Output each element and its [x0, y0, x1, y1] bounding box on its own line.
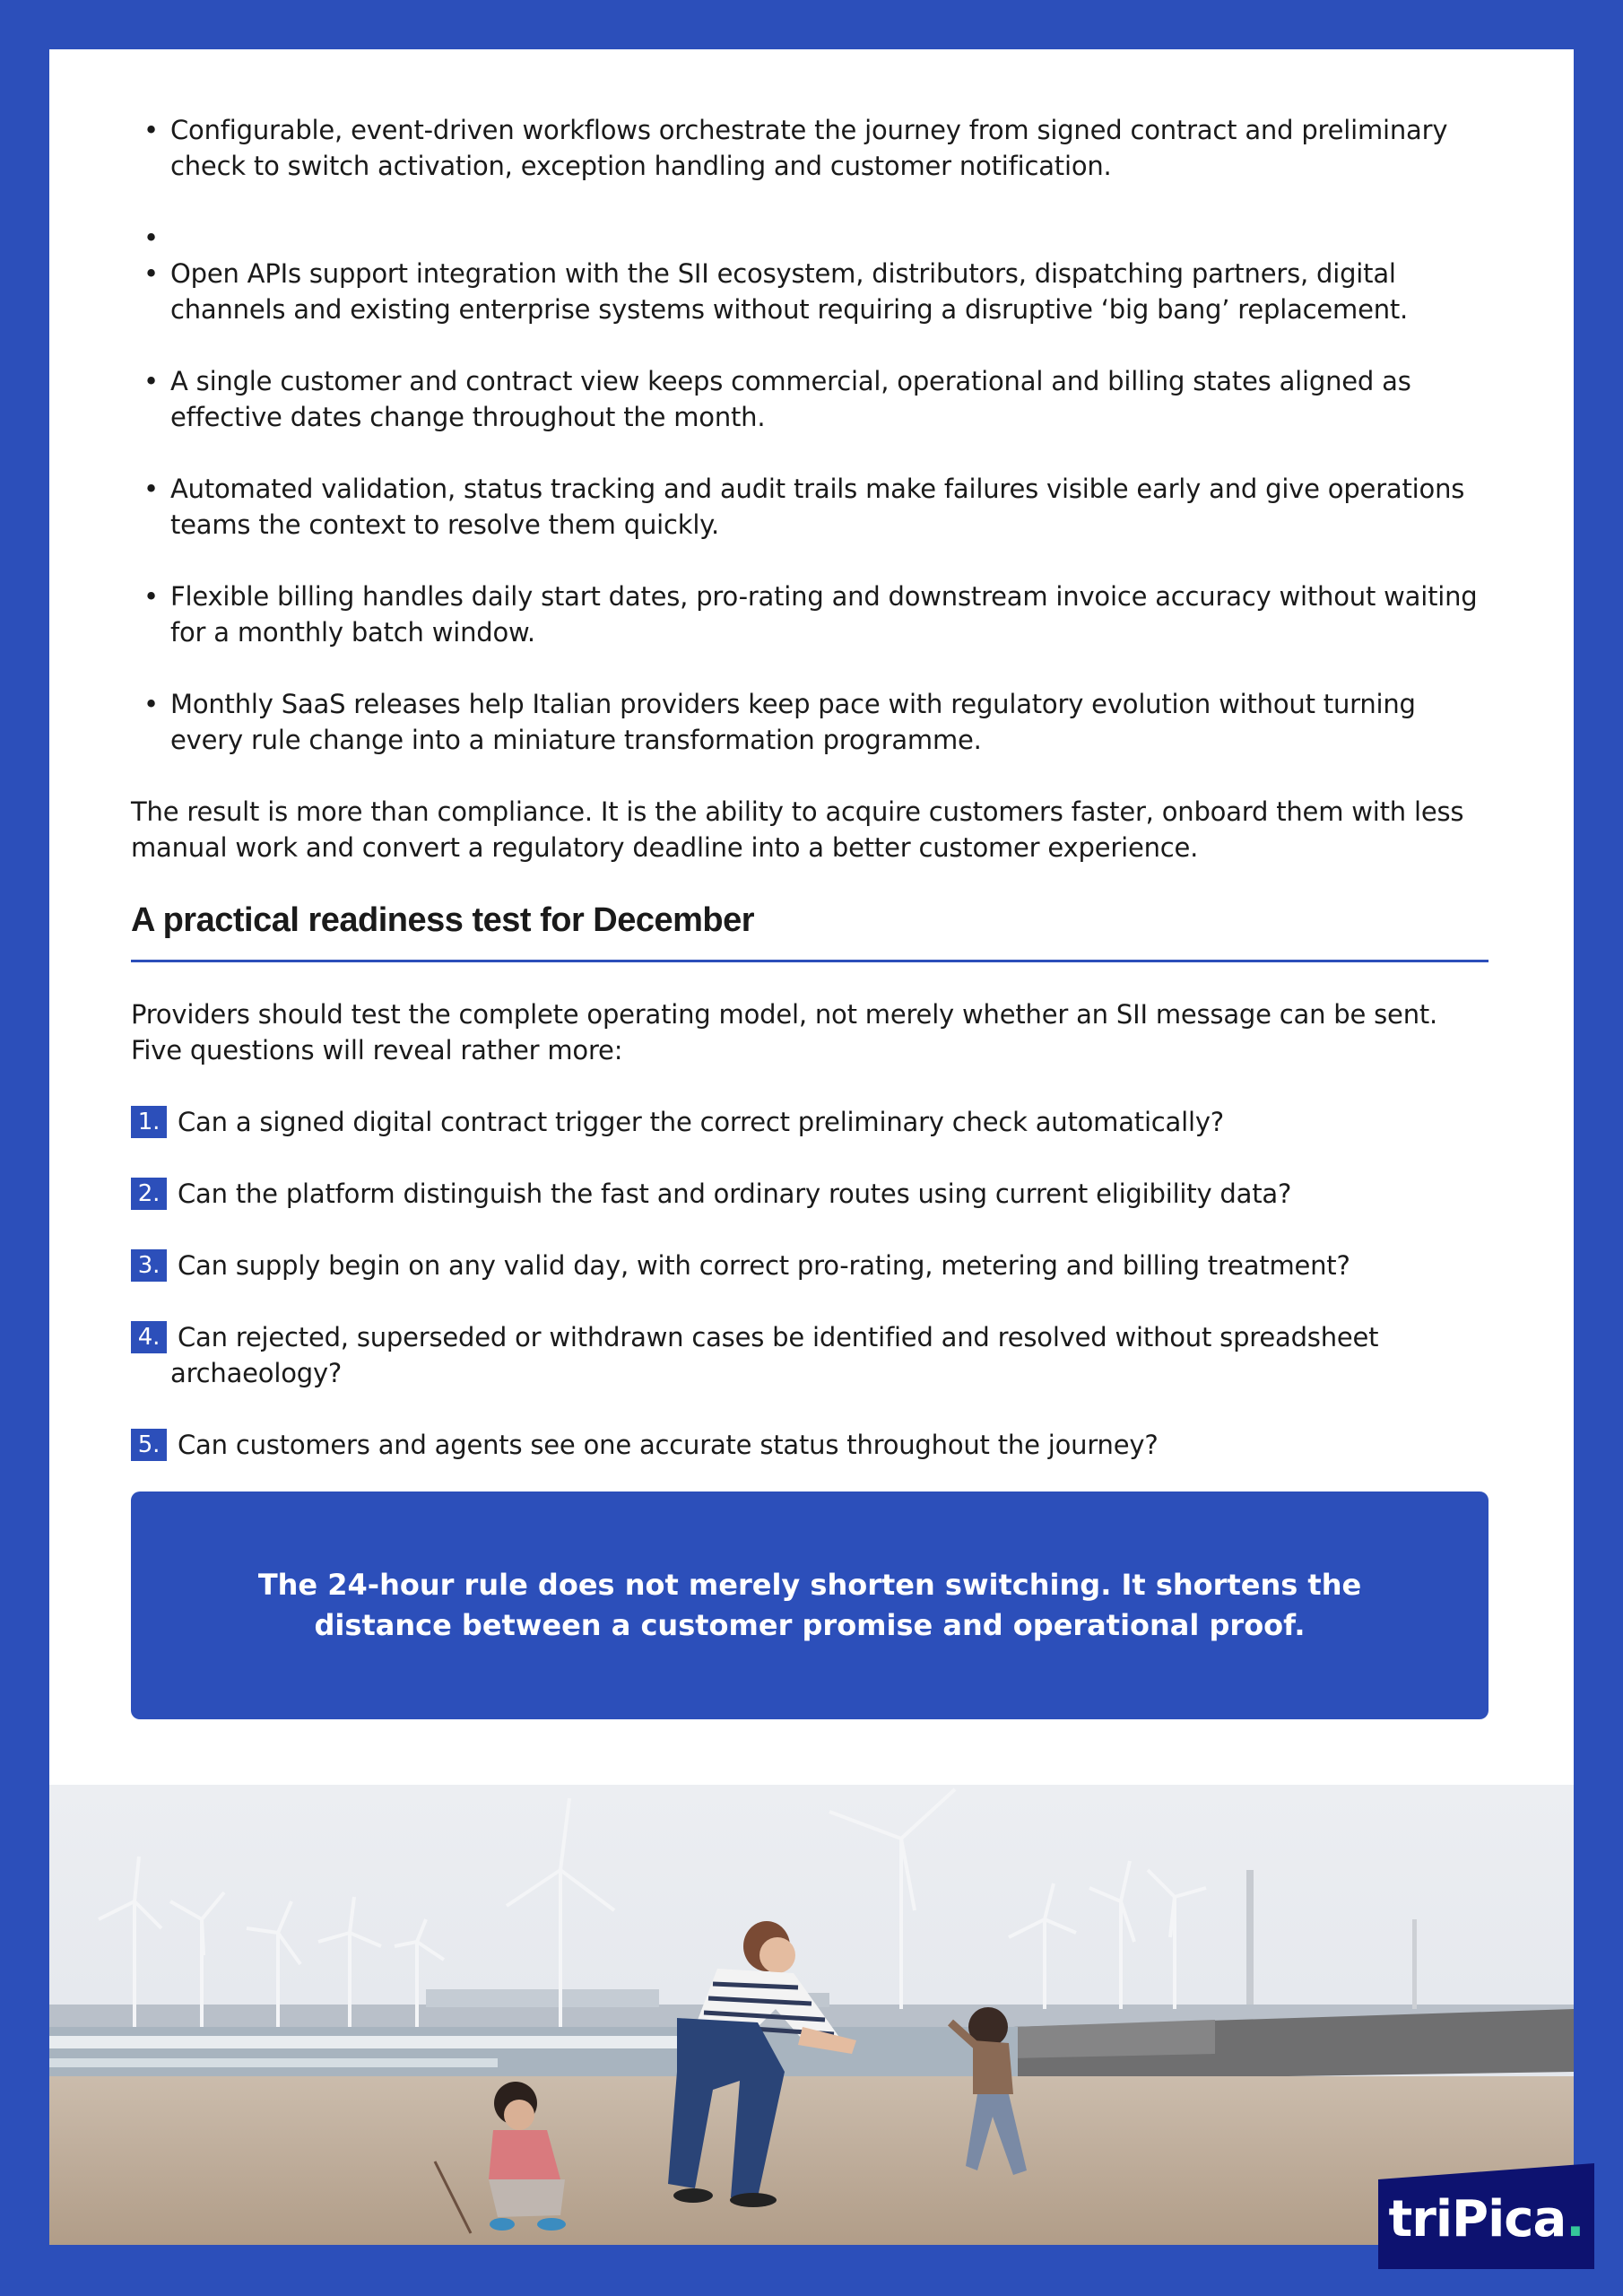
bullet-item: • Monthly SaaS releases help Italian providers keep pace with regulatory evolution without turning every rule change into a miniature transformation programme.	[131, 686, 1488, 758]
bullet-item: • A single customer and contract view keeps commercial, operational and billing states aligned as effective dates change throughout the month.	[131, 363, 1488, 435]
bullet-marker: •	[143, 474, 159, 504]
bullet-item: • Open APIs support integration with the SII ecosystem, distributors, dispatching partners, digital channels and existing enterprise systems without requiring a disruptive ‘big bang’ replacement.	[131, 256, 1488, 327]
document-page	[49, 49, 1574, 1785]
question-item	[131, 1248, 1488, 1283]
bullet-marker: •	[143, 366, 159, 396]
feature-bullet-list	[131, 112, 1488, 758]
callout-text: The 24-hour rule does not merely shorten switching. It shortens the distance between a customer promise and operational proof.	[257, 1568, 1362, 1642]
bullet-marker: •	[143, 222, 159, 253]
bullet-marker: •	[143, 689, 159, 719]
question-text: Can rejected, superseded or withdrawn cases be identified and resolved without spreadsheet archaeology?	[170, 1322, 1379, 1388]
tripica-logo	[1376, 2163, 1596, 2269]
bullet-item: • Flexible billing handles daily start dates, pro-rating and downstream invoice accuracy without waiting for a monthly batch window.	[131, 578, 1488, 650]
bullet-item: • Automated validation, status tracking and audit trails make failures visible early and give operations teams the context to resolve them quickly.	[131, 471, 1488, 543]
question-item	[131, 1104, 1488, 1140]
section-heading: A practical readiness test for December	[131, 901, 1488, 962]
question-item	[131, 1176, 1488, 1212]
bullet-marker: •	[143, 581, 159, 612]
bullet-item-empty	[131, 220, 1488, 256]
callout-box	[131, 1492, 1488, 1719]
question-item	[131, 1319, 1488, 1391]
question-text: Can customers and agents see one accurate status throughout the journey?	[178, 1430, 1159, 1460]
beach-wind-turbines-photo	[49, 1785, 1574, 2245]
question-number-badge: 1.	[131, 1106, 167, 1138]
question-number-badge: 5.	[131, 1429, 167, 1461]
bullet-marker: •	[143, 258, 159, 289]
bullet-marker: •	[143, 115, 159, 145]
question-number-badge: 2.	[131, 1178, 167, 1210]
readiness-question-list	[131, 1104, 1488, 1463]
question-text: Can a signed digital contract trigger the correct preliminary check automatically?	[178, 1107, 1224, 1137]
intro-paragraph: Providers should test the complete operating model, not merely whether an SII message can be sent. Five questions will reveal rather more:	[131, 999, 1438, 1065]
question-text: Can supply begin on any valid day, with correct pro-rating, metering and billing treatment?	[178, 1250, 1350, 1281]
bullet-item: • Configurable, event-driven workflows orchestrate the journey from signed contract and preliminary check to switch activation, exception handling and customer notification.	[131, 112, 1488, 184]
result-paragraph: The result is more than compliance. It is the ability to acquire customers faster, onboard them with less manual work and convert a regulatory deadline into a better customer experience.	[131, 796, 1464, 863]
question-text: Can the platform distinguish the fast and ordinary routes using current eligibility data?	[178, 1178, 1292, 1209]
question-number-badge: 4.	[131, 1321, 167, 1353]
logo-wordmark: triPica .	[1388, 2189, 1584, 2248]
question-item	[131, 1427, 1488, 1463]
document-content	[131, 112, 1488, 1499]
question-number-badge: 3.	[131, 1249, 167, 1282]
